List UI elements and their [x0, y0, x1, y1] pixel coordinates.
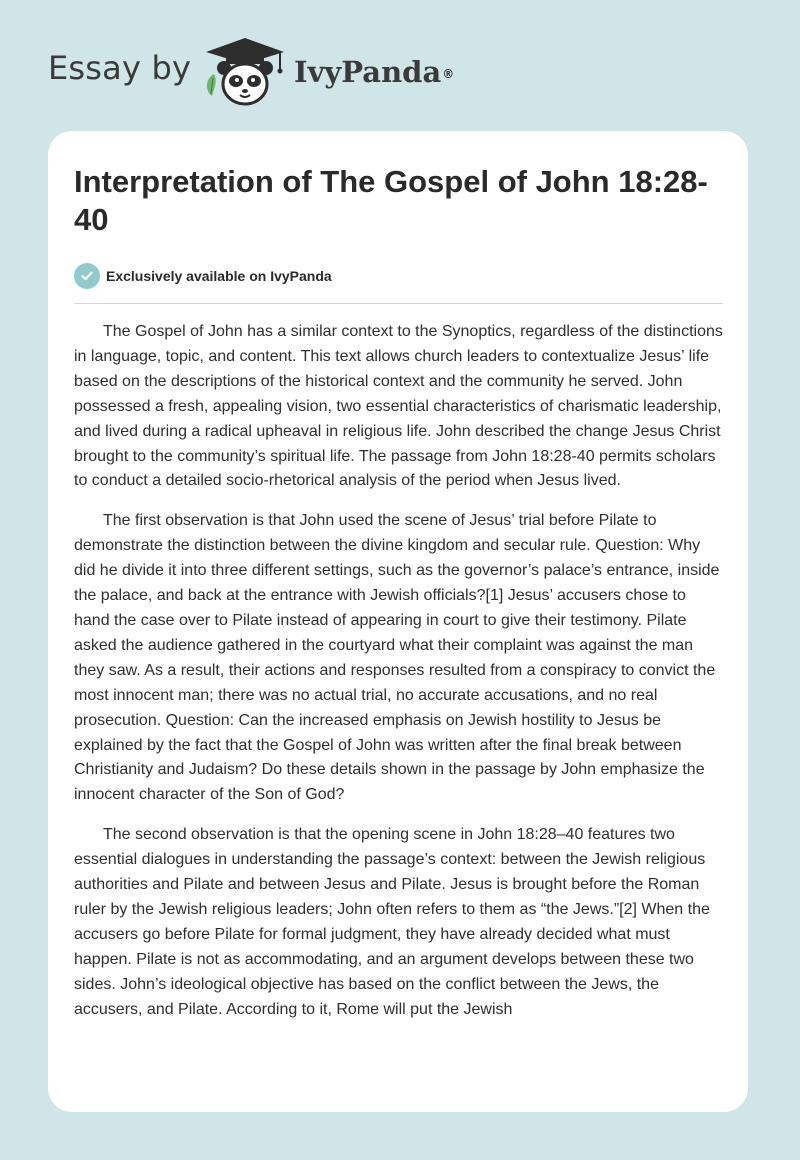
paragraph: The Gospel of John has a similar context to the Synoptics, regardless of the distinctions in language, topic, and content. This text allows church leaders to contextualize Jesus’ life based on the descriptions of the historical context and the community he served. John possessed a fresh, appealing vision, two essential characteristics of charismatic leadership, and lived during a radical upheaval in religious life. John described the change Jesus Christ brought to the community’s spiritual life. The passage from John 18:28-40 permits scholars to conduct a detailed socio-rhetorical analysis of the period when Jesus lived.	[74, 323, 723, 490]
panda-graduation-cap-icon[interactable]	[200, 34, 290, 110]
badge-text: Exclusively available on IvyPanda	[106, 268, 332, 284]
site-header	[0, 0, 800, 130]
registered-mark: ®	[442, 67, 455, 81]
paragraph: The second observation is that the opening scene in John 18:28–40 features two essential dialogues in understanding the passage’s context: between the Jewish religious authorities and Pilate and between Jesus and Pilate. Jesus is brought before the Roman ruler by the Jewish religious leaders; John often refers to them as “the Jews.”[2] When the accusers go before Pilate for formal judgment, they have already decided what must happen. Pilate is not as accommodating, and an argument develops between these two sides. John’s ideological objective has based on the conflict between the Jews, the accusers, and Pilate. According to it, Rome will put the Jewish	[74, 826, 710, 1018]
check-circle-icon	[74, 263, 100, 289]
page-title: Interpretation of The Gospel of John 18:28-40	[74, 164, 708, 237]
brand-prefix: Essay by	[48, 49, 192, 87]
brand-name[interactable]	[294, 52, 454, 92]
essay-card	[48, 131, 748, 1112]
divider	[74, 303, 723, 304]
paragraph: The first observation is that John used the scene of Jesus’ trial before Pilate to demonstrate the distinction between the divine kingdom and secular rule. Question: Why did he divide it into three different settings, such as the governor’s palace’s entrance, inside the palace, and back at the entrance with Jewish officials?[1] Jesus’ accusers chose to hand the case over to Pilate instead of appearing in court to give their testimony. Pilate asked the audience gathered in the courtyard what their complaint was against the man they saw. As a result, their actions and responses resulted from a conspiracy to convict the most innocent man; there was no actual trial, no accurate accusations, and no real prosecution. Question: Can the increased emphasis on Jewish hostility to Jesus be explained by the fact that the Gospel of John was written after the final break between Christianity and Judaism? Do these details shown in the passage by John emphasize the innocent character of the Son of God?	[74, 512, 720, 804]
brand-name-text: IvyPanda	[294, 55, 442, 89]
essay-body	[74, 320, 724, 1037]
exclusive-badge	[74, 263, 332, 289]
